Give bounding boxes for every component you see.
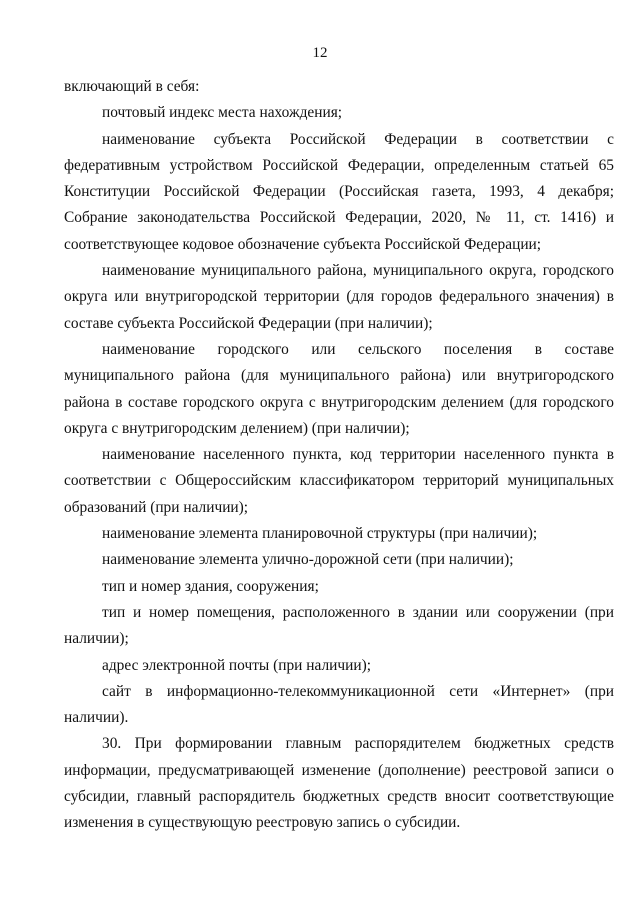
paragraph-premises: тип и номер помещения, расположенного в здании или сооружении (при наличии); [64, 603, 614, 648]
paragraph-planning-element: наименование элемента планировочной структуры (при наличии); [102, 525, 538, 543]
page-number: 12 [312, 45, 328, 61]
paragraph-website: сайт в информационно-телекоммуникационной сети «Интернет» (при наличии). [64, 682, 614, 727]
paragraph-item-30: 30. При формировании главным распорядителем бюджетных средств информации, предусматривающей изменение (дополнение) реестровой записи о субсидии, главный распорядитель бюджетных средств вносит соответствующие изменения в существующую реестровую запись о субсидии. [64, 735, 614, 832]
paragraph-municipal-district: наименование муниципального района, муниципального округа, городского округа или внутригородской территории (для городов федерального значения) в составе субъекта Российской Федерации (при наличии); [64, 262, 614, 332]
paragraph-building: тип и номер здания, сооружения; [102, 577, 319, 595]
paragraph-intro: включающий в себя: [64, 78, 200, 95]
paragraph-postal-index: почтовый индекс места нахождения; [102, 104, 343, 122]
paragraph-federal-subject: наименование субъекта Российской Федерации в соответствии с федеративным устройством Российской Федерации, определенным статьей 65 Конституции Российской Федерации (Российская газета, 1993, 4 декабря; Собрание законодательства Российской Федерации, 2020, № 11, ст. 1416) и соответствующее кодовое обозначение субъекта Российской Федерации; [64, 130, 614, 253]
paragraph-email: адрес электронной почты (при наличии); [102, 656, 371, 674]
document-body [64, 74, 614, 837]
paragraph-settlement: наименование городского или сельского поселения в составе муниципального района (для муниципального района) или внутригородского района в составе городского округа с внутригородским делением (для городского округа с внутригородским делением) (при наличии); [64, 340, 614, 437]
paragraph-street-element: наименование элемента улично-дорожной сети (при наличии); [102, 551, 514, 569]
paragraph-locality: наименование населенного пункта, код территории населенного пункта в соответствии с Общероссийским классификатором территорий муниципальных образований (при наличии); [64, 446, 614, 516]
